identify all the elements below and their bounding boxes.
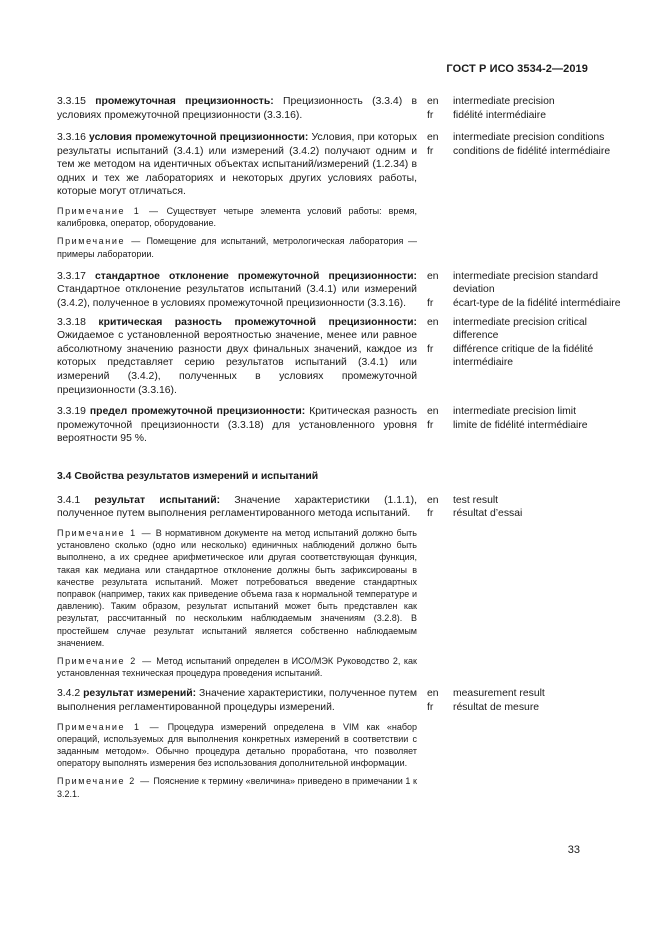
lang-code: en: [427, 96, 439, 107]
lang-term: limite de fidélité intermédiaire: [453, 419, 588, 431]
note: [57, 721, 417, 770]
note-label: Примечание —: [57, 236, 142, 247]
entry-number: 3.4.2: [57, 688, 81, 700]
lang-code: en: [427, 406, 439, 418]
term-entry-3-3-18: [57, 316, 594, 398]
entry-definition: Значение характеристики, полученное путем выполнения регламентированной процедуры измерений.: [57, 688, 418, 713]
lang-code: fr: [427, 145, 434, 157]
lang-term: résultat d’essai: [453, 508, 523, 520]
lang-code: en: [427, 688, 439, 700]
lang-code: fr: [427, 508, 434, 520]
term-entry-3-4-1: [57, 494, 523, 680]
entry-definition: Ожидаемое с установленной вероятностью значение, менее или равное абсолютному значению разности двух финальных значений, каждое из которых представляет серию результатов испытаний (3.4.1) или измерений (3.4.2), полученных в условиях промежуточной прецизионности (3.3.16).: [57, 330, 417, 396]
entry-term: условия промежуточной прецизионности:: [89, 132, 309, 143]
entry-term: результат испытаний:: [94, 494, 221, 506]
entry-term: предел промежуточной прецизионности:: [89, 406, 306, 418]
lang-code: fr: [427, 701, 434, 713]
entry-term: критическая разность промежуточной прецизионности:: [98, 316, 418, 328]
note-text: Пояснение к термину «величина» приведено в примечании 1 к 3.2.1.: [57, 776, 417, 799]
entry-definition: Прецизионность (3.3.4) в условиях промежуточной прецизионности (3.3.16).: [57, 96, 417, 121]
lang-term: measurement result: [453, 688, 545, 700]
note: [57, 235, 417, 259]
entry-term: промежуточная прецизионность:: [95, 96, 274, 107]
entry-definition: Значение характеристики (1.1.1), полученное путем выполнения регламентированного метода испытаний.: [57, 494, 418, 520]
lang-code: en: [427, 494, 439, 506]
entry-number: 3.3.18: [57, 316, 86, 328]
lang-term: conditions de fidélité intermédiaire: [453, 145, 611, 157]
note-label: Примечание 2 —: [57, 776, 151, 787]
lang-term: test result: [453, 494, 499, 506]
entry-number: 3.3.17: [57, 270, 86, 282]
lang-code: fr: [427, 343, 434, 355]
note-text: Процедура измерений определена в VIM как «набор операций, используемых для выполнения конкретных измерений в соответствии с заданным методом». Обычно процедура детально проработана, что позволяет оператору выполнять измерения без использования дополнительной информации.: [57, 721, 417, 769]
language-equivalents: [427, 270, 627, 311]
note-text: В нормативном документе на метод испытаний должно быть установлено сколько (одно или несколько) единичных наблюдений должно быть выполнено, а их среднее арифметическое или другая соответствующая функция, такая как медиана или стандартное отклонение должны быть зафиксированы в качестве результата испытаний. Может потребоваться введение стандартных поправок (например, таких как приведение объема газа к нормальной температуре и давлению). Таким образом, результат испытаний может быть представлен как результат, рассчитанный по нескольким наблюдаемым значениям (3.2.8). В простейшем случае результат испытаний является собственно наблюдаемым значением.: [57, 527, 417, 648]
lang-term: résultat de mesure: [453, 701, 540, 713]
lang-term: intermediate precision limit: [453, 406, 577, 418]
lang-code: fr: [427, 419, 434, 431]
lang-code: fr: [427, 297, 434, 309]
lang-term: intermediate precision: [453, 96, 555, 107]
entry-number: 3.4.1: [57, 494, 81, 506]
term-entry-3-3-16: [57, 131, 611, 260]
note: [57, 205, 417, 229]
note-label: Примечание 1 —: [57, 527, 153, 538]
term-entry-3-3-17: [57, 270, 621, 311]
lang-code: en: [427, 316, 439, 328]
entry-term: стандартное отклонение промежуточной прецизионности:: [94, 270, 417, 282]
note-label: Примечание 1 —: [57, 721, 161, 732]
note-text: Существует четыре элемента условий работы: время, калибровка, оператор, оборудование.: [57, 205, 418, 229]
language-equivalents: [427, 316, 627, 370]
lang-code: fr: [427, 109, 434, 121]
note-text: Помещение для испытаний, метрологическая лаборатория — примеры лаборатории.: [57, 236, 417, 259]
language-equivalents: [427, 405, 627, 432]
note-text: Метод испытаний определен в ИСО/МЭК Руководство 2, как установленная техническая процедура проведения испытаний.: [57, 655, 417, 679]
language-equivalents: [427, 494, 627, 521]
document-id: ГОСТ Р ИСО 3534-2—2019: [446, 63, 588, 75]
note: [57, 775, 417, 799]
note-label: Примечание 2 —: [57, 655, 153, 666]
note: [57, 527, 417, 649]
entry-number: 3.3.15: [57, 96, 86, 107]
entry-term: результат измерений:: [83, 688, 197, 700]
lang-term: intermediate precision critical difference: [453, 316, 587, 342]
lang-term: différence critique de la fidélité intermédiaire: [453, 343, 594, 369]
entry-definition: Стандартное отклонение результатов испытаний (3.4.1) или измерений (3.4.2), полученное в условиях промежуточной прецизионности (3.3.16).: [57, 284, 417, 309]
language-equivalents: [427, 95, 627, 122]
language-equivalents: [427, 687, 627, 714]
lang-term: intermediate precision conditions: [453, 132, 605, 143]
entry-definition: Условия, при которых результаты испытаний (3.4.1) или измерений (3.4.2) получают одним и тем же методом на идентичных объектах испытаний/измерений (1.2.34) в одних и тех же лабораториях и некоторых других условиях работы, которые могут отличаться.: [57, 132, 417, 198]
term-entry-3-4-2: [57, 687, 545, 799]
lang-term: écart-type de la fidélité intermédiaire: [453, 297, 621, 309]
term-entry-3-3-19: [57, 405, 588, 467]
note-label: Примечание 1 —: [57, 205, 160, 216]
section-heading: 3.4 Свойства результатов измерений и испытаний: [57, 471, 319, 483]
term-entry-3-3-15: [57, 95, 555, 129]
lang-term: intermediate precision standard deviation: [453, 270, 598, 296]
language-equivalents: [427, 131, 627, 158]
entry-definition: Критическая разность промежуточной прецизионности (3.3.18) для установленного уровня вероятности 95 %.: [57, 406, 417, 445]
lang-code: en: [427, 132, 439, 143]
lang-code: en: [427, 270, 439, 282]
page-number: 33: [567, 844, 580, 856]
entry-number: 3.3.19: [57, 406, 86, 418]
main-content: [57, 95, 621, 800]
note: [57, 655, 417, 679]
lang-term: fidélité intermédiaire: [453, 109, 546, 121]
entry-number: 3.3.16: [57, 132, 86, 143]
